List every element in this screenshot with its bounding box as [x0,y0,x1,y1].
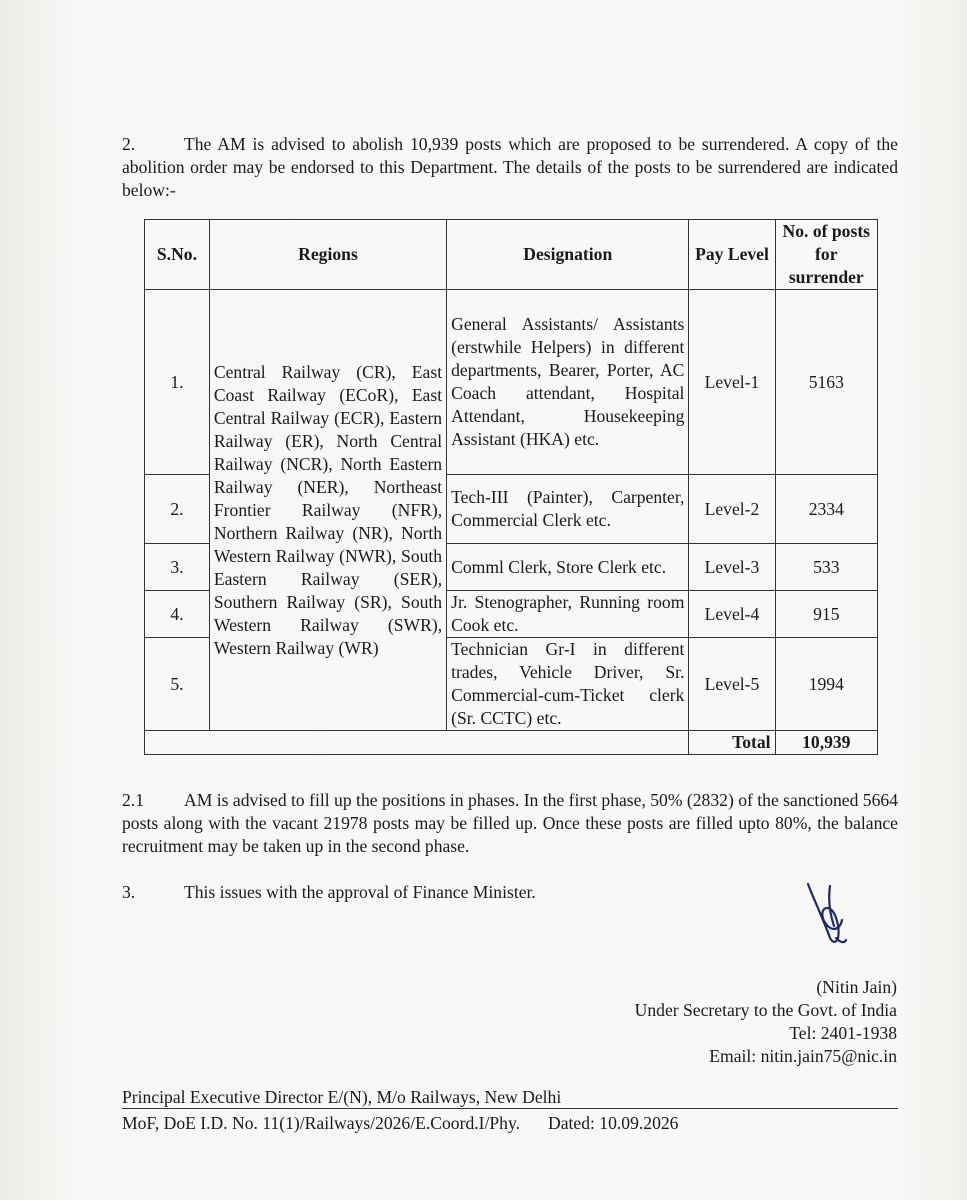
signatory-name: (Nitin Jain) [816,977,897,997]
total-blank-cell [145,731,689,755]
cell-designation: General Assistants/ Assistants (erstwhile Helpers) in different departments, Bearer, Porter, AC Coach attendant, Hospital Attendant, Housekeeping Assistant (HKA) etc. [447,290,689,475]
cell-designation: Technician Gr-I in different trades, Vehicle Driver, Sr. Commercial-cum-Ticket clerk (Sr. CCTC) etc. [447,638,689,731]
paragraph-2-1 [122,789,898,858]
cell-pay-level: Level-2 [689,475,775,544]
cell-posts: 5163 [775,290,877,475]
header-sno: S.No. [145,220,210,290]
cell-regions: Central Railway (CR), East Coast Railway (ECoR), East Central Railway (ECR), Eastern Railway (ER), North Central Railway (NCR), North Eastern Railway (NER), Northeast Frontier Railway (NFR), Northern Railway (NR), North Western Railway (NWR), South Eastern Railway (SER), Southern Railway (SR), South Western Railway (SWR), Western Railway (WR) [209,290,446,731]
cell-sno: 4. [145,591,210,638]
paragraph-number: 2. [122,134,136,154]
signatory-email: Email: nitin.jain75@nic.in [709,1046,897,1066]
reference-line [122,1112,678,1135]
paragraph-number: 2.1 [122,790,144,810]
addressee: Principal Executive Director E/(N), M/o Railways, New Delhi [122,1087,562,1107]
total-label: Total [689,731,775,755]
signatory-block [635,976,897,1068]
header-designation: Designation [447,220,689,290]
cell-pay-level: Level-1 [689,290,775,475]
cell-posts: 533 [775,544,877,591]
table-row [145,290,878,475]
cell-posts: 2334 [775,475,877,544]
table-header-row [145,220,878,290]
cell-posts: 1994 [775,638,877,731]
paragraph-2 [122,133,898,202]
cell-pay-level: Level-4 [689,591,775,638]
id-number: MoF, DoE I.D. No. 11(1)/Railways/2026/E.Coord.I/Phy. [122,1113,521,1133]
paragraph-text: The AM is advised to abolish 10,939 posts which are proposed to be surrendered. A copy of the abolition order may be endorsed to this Department. The details of the posts to be surrendered are indicated below:- [122,134,898,200]
cell-pay-level: Level-3 [689,544,775,591]
total-value: 10,939 [775,731,877,755]
cell-sno: 3. [145,544,210,591]
cell-pay-level: Level-5 [689,638,775,731]
header-pay-level: Pay Level [689,220,775,290]
paragraph-number: 3. [122,882,136,902]
signatory-tel: Tel: 2401-1938 [789,1023,897,1043]
cell-sno: 5. [145,638,210,731]
paragraph-text: AM is advised to fill up the positions in phases. In the first phase, 50% (2832) of the sanctioned 5664 posts along with the vacant 21978 posts may be filled up. Once these posts are filled upto 80%, the balance recruitment may be taken up in the second phase. [122,790,898,856]
cell-designation: Jr. Stenographer, Running room Cook etc. [447,591,689,638]
posts-surrender-table [144,219,878,755]
cell-designation: Tech-III (Painter), Carpenter, Commercial Clerk etc. [447,475,689,544]
header-regions: Regions [209,220,446,290]
cell-sno: 1. [145,290,210,475]
handwritten-signature [800,880,850,950]
signatory-designation: Under Secretary to the Govt. of India [634,1000,897,1020]
cell-sno: 2. [145,475,210,544]
header-posts: No. of posts for surrender [775,220,877,290]
paragraph-3 [122,881,898,904]
dated-field: Dated: 10.09.2026 [548,1113,679,1133]
cell-designation: Comml Clerk, Store Clerk etc. [447,544,689,591]
cell-posts: 915 [775,591,877,638]
table-total-row [145,731,878,755]
footer-divider [122,1108,898,1109]
paragraph-text: This issues with the approval of Finance Minister. [184,882,536,902]
